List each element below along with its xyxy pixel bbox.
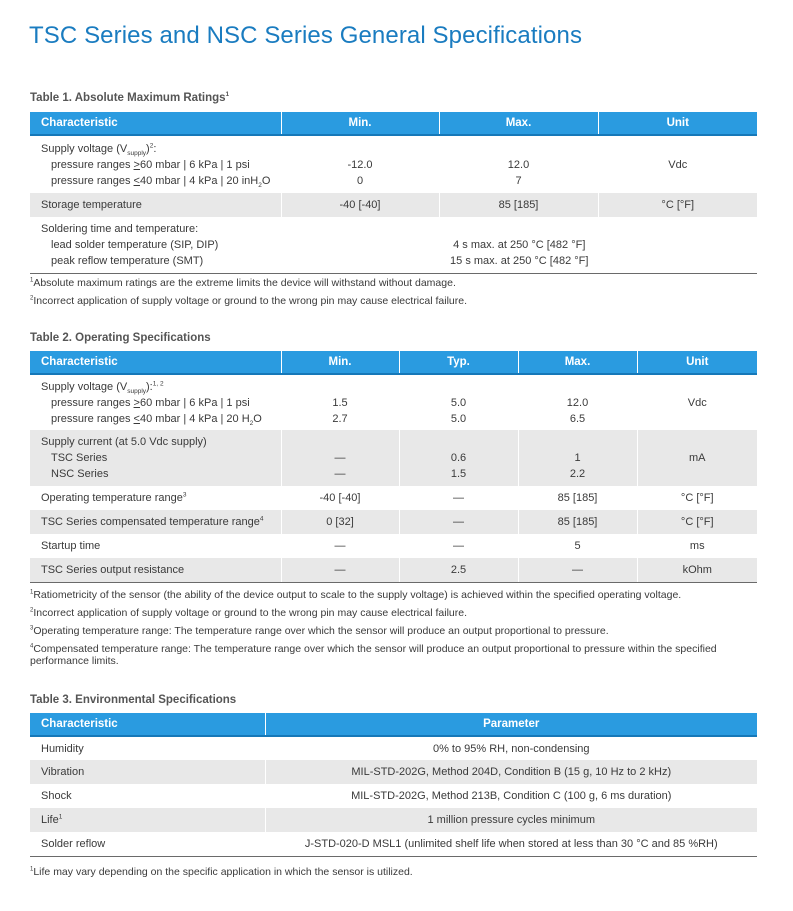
table-row xyxy=(30,784,757,808)
unit-cell: °C [°F] xyxy=(598,193,757,217)
row-label: Humidity xyxy=(30,736,265,760)
header-min: Min. xyxy=(281,351,399,374)
unit-cell: °C [°F] xyxy=(637,486,757,510)
row-label: Supply voltage $(V_{supply}):^{1, 2}$ pressure ranges >60 mbar | 6 kPa | 1 psi pressure ranges <40 mbar | 4 kPa | 20 $H_2O$ xyxy=(30,374,281,430)
table3-footnote-1: $^1$Life may vary depending on the specific application in which the sensor is utilized. xyxy=(30,866,413,878)
table-row xyxy=(30,374,757,430)
row-label: TSC Series output resistance xyxy=(30,558,281,582)
table-row xyxy=(30,135,757,193)
table1-footnote-1: $^1$Absolute maximum ratings are the extreme limits the device will withstand without damage. xyxy=(30,277,456,289)
max-cell: 12.0 7 xyxy=(439,135,598,193)
min-cell: — xyxy=(281,558,399,582)
header-characteristic: Characteristic xyxy=(30,713,265,736)
environmental-specifications-table xyxy=(30,713,757,857)
table2-footnote-4: $^4$Compensated temperature range: The temperature range over which the sensor will produce an output proportional to pressure within the specified performance limits. xyxy=(30,643,717,667)
min-cell: — — xyxy=(281,430,399,486)
parameter-cell: J-STD-020-D MSL1 (unlimited shelf life when stored at less than 30 °C and 85 %RH) xyxy=(265,832,757,856)
min-cell: -40 [-40] xyxy=(281,486,399,510)
table-row xyxy=(30,832,757,856)
unit-cell: mA xyxy=(637,430,757,486)
min-cell: 1.5 2.7 xyxy=(281,374,399,430)
min-cell: -40 [-40] xyxy=(281,193,439,217)
max-cell: 12.0 6.5 xyxy=(518,374,637,430)
typ-cell: — xyxy=(399,486,518,510)
header-parameter: Parameter xyxy=(265,713,757,736)
unit-cell: ms xyxy=(637,534,757,558)
absolute-maximum-ratings-table xyxy=(30,112,757,274)
table-header-row xyxy=(30,351,757,374)
row-label: Startup time xyxy=(30,534,281,558)
header-max: Max. xyxy=(518,351,637,374)
header-unit: Unit xyxy=(637,351,757,374)
table-row xyxy=(30,736,757,760)
row-label: Operating temperature range$^3$ xyxy=(30,486,281,510)
table3-caption: Table 3. Environmental Specifications xyxy=(30,694,237,706)
parameter-cell: MIL-STD-202G, Method 213B, Condition C (100 g, 6 ms duration) xyxy=(265,784,757,808)
table-row xyxy=(30,510,757,534)
table2-caption: Table 2. Operating Specifications xyxy=(30,332,211,344)
max-cell: — xyxy=(518,558,637,582)
table-header-row xyxy=(30,112,757,135)
table2-footnote-3: $^3$Operating temperature range: The temperature range over which the sensor will produce an output proportional to pressure. xyxy=(30,625,609,637)
header-characteristic: Characteristic xyxy=(30,112,281,135)
row-label: Soldering time and temperature: lead solder temperature (SIP, DIP) peak reflow temperature (SMT) xyxy=(30,217,281,273)
typ-cell: — xyxy=(399,534,518,558)
page-title: TSC Series and NSC Series General Specifications xyxy=(29,22,583,49)
unit-cell: Vdc xyxy=(598,135,757,193)
typ-cell: — xyxy=(399,510,518,534)
max-cell: 85 [185] xyxy=(518,486,637,510)
row-label: Supply voltage $(V_{supply})^2$: pressure ranges >60 mbar | 6 kPa | 1 psi pressure ranges <40 mbar | 4 kPa | 20 inH$_2$O xyxy=(30,135,281,193)
max-cell: 1 2.2 xyxy=(518,430,637,486)
unit-cell: °C [°F] xyxy=(637,510,757,534)
parameter-cell: 0% to 95% RH, non-condensing xyxy=(265,736,757,760)
row-label: Vibration xyxy=(30,760,265,784)
table-row xyxy=(30,430,757,486)
table2-footnote-2: $^2$Incorrect application of supply voltage or ground to the wrong pin may cause electrical failure. xyxy=(30,607,467,619)
unit-cell: kOhm xyxy=(637,558,757,582)
table2-footnote-1: $^1$Ratiometricity of the sensor (the ability of the device output to scale to the supply voltage) is achieved within the specified operating voltage. xyxy=(30,589,682,601)
table-row xyxy=(30,486,757,510)
max-cell: 5 xyxy=(518,534,637,558)
unit-cell: Vdc xyxy=(637,374,757,430)
typ-cell: 0.6 1.5 xyxy=(399,430,518,486)
table1-footnote-2: $^2$Incorrect application of supply voltage or ground to the wrong pin may cause electrical failure. xyxy=(30,295,467,307)
header-min: Min. xyxy=(281,112,439,135)
max-cell: 85 [185] xyxy=(518,510,637,534)
table-header-row xyxy=(30,713,757,736)
min-cell: -12.0 0 xyxy=(281,135,439,193)
row-label: Supply current (at 5.0 Vdc supply) TSC Series NSC Series xyxy=(30,430,281,486)
table1-caption: Table 1. Absolute Maximum Ratings$^1$ xyxy=(30,91,230,104)
row-label: Solder reflow xyxy=(30,832,265,856)
row-label: Life$^1$ xyxy=(30,808,265,832)
parameter-cell: 1 million pressure cycles minimum xyxy=(265,808,757,832)
table-row xyxy=(30,217,757,273)
min-cell: 0 [32] xyxy=(281,510,399,534)
min-cell: — xyxy=(281,534,399,558)
row-label: TSC Series compensated temperature range$^4$ xyxy=(30,510,281,534)
operating-specifications-table xyxy=(30,351,757,583)
header-unit: Unit xyxy=(598,112,757,135)
table-row xyxy=(30,558,757,582)
parameter-cell: MIL-STD-202G, Method 204D, Condition B (15 g, 10 Hz to 2 kHz) xyxy=(265,760,757,784)
header-characteristic: Characteristic xyxy=(30,351,281,374)
soldering-value-cell: 4 s max. at 250 °C [482 °F] 15 s max. at 250 °C [482 °F] xyxy=(281,217,757,273)
table-row xyxy=(30,534,757,558)
table-row xyxy=(30,193,757,217)
header-max: Max. xyxy=(439,112,598,135)
typ-cell: 5.0 5.0 xyxy=(399,374,518,430)
header-typ: Typ. xyxy=(399,351,518,374)
table-row xyxy=(30,760,757,784)
max-cell: 85 [185] xyxy=(439,193,598,217)
row-label: Storage temperature xyxy=(30,193,281,217)
row-label: Shock xyxy=(30,784,265,808)
table-row xyxy=(30,808,757,832)
typ-cell: 2.5 xyxy=(399,558,518,582)
